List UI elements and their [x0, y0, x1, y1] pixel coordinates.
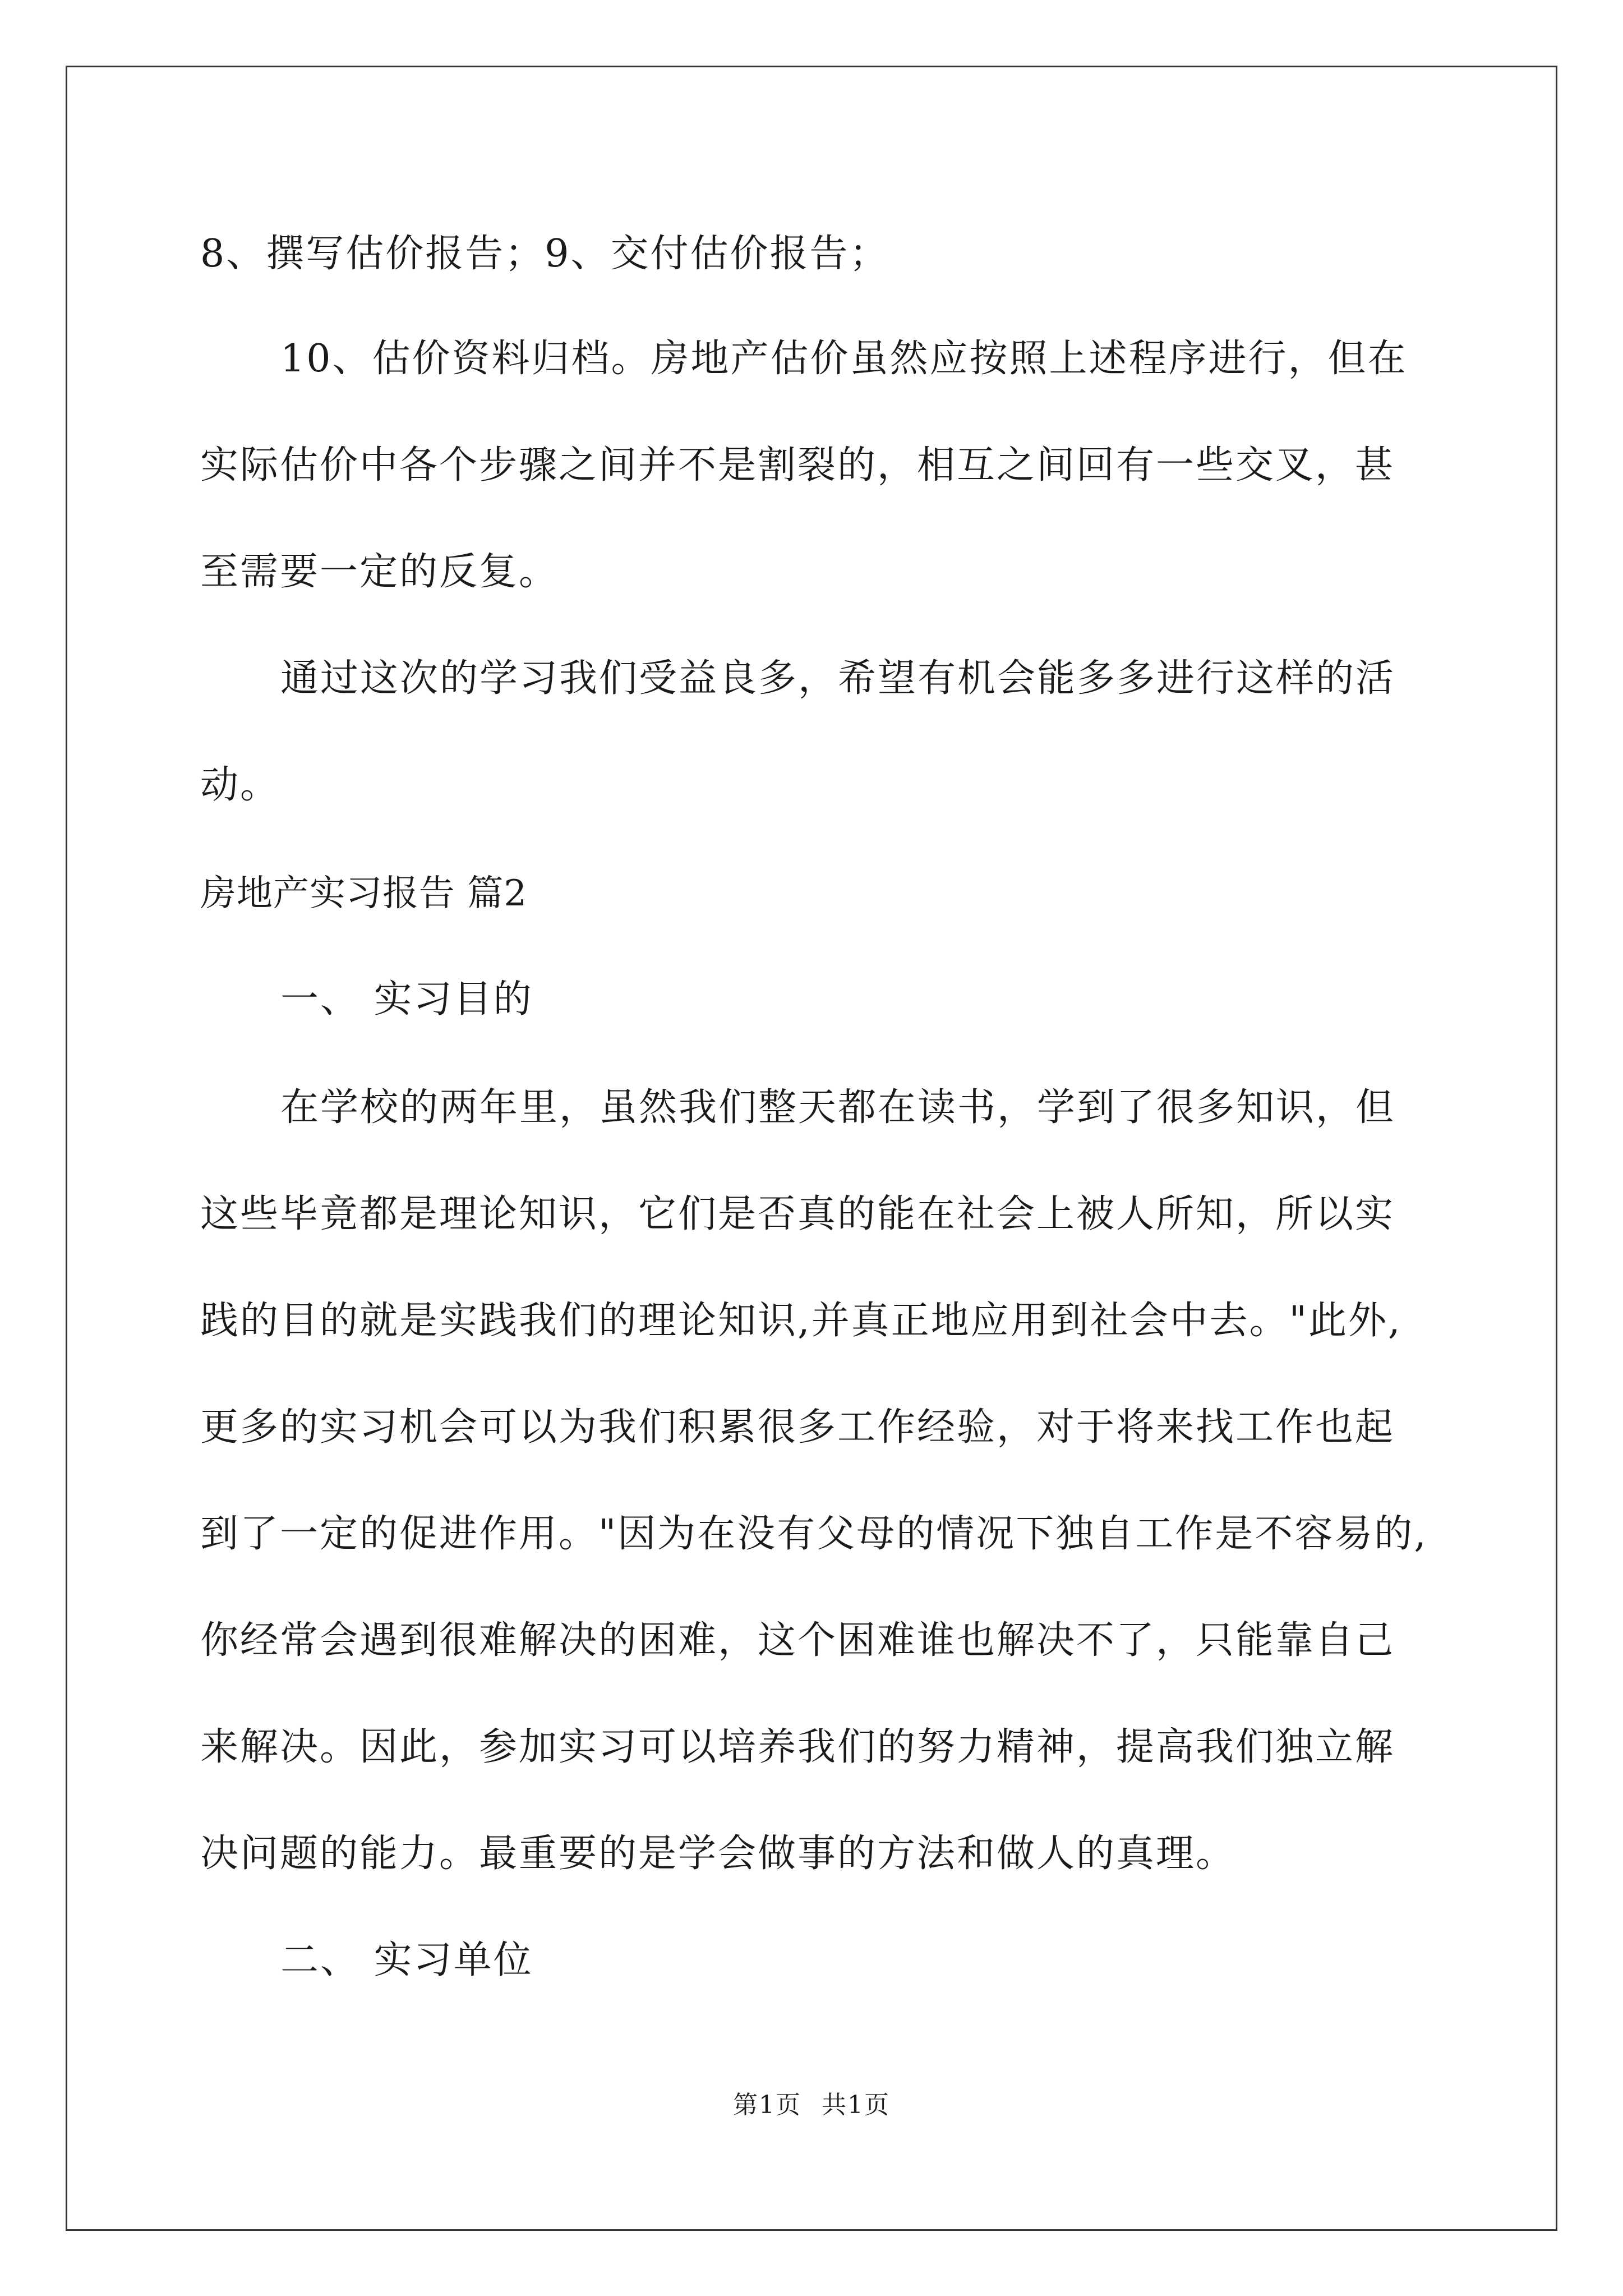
text-line-13: 来解决。因此，参加实习可以培养我们的努力精神，提高我们独立解: [200, 1725, 1395, 1769]
section-title: 房地产实习报告 篇2: [200, 873, 528, 914]
page-border: [66, 66, 1557, 2231]
page-footer: [0, 2090, 1623, 2121]
text-line-2: 10、估价资料归档。房地产估价虽然应按照上述程序进行，但在: [280, 337, 1408, 381]
text-line-6: 动。: [200, 763, 280, 807]
text-line-11: 到了一定的促进作用。"因为在没有父母的情况下独自工作是不容易的,: [200, 1512, 1428, 1556]
text-line-5: 通过这次的学习我们受益良多，希望有机会能多多进行这样的活: [280, 656, 1396, 701]
text-line-1: 8、撰写估价报告；9、交付估价报告；: [200, 232, 889, 276]
text-line-7: 在学校的两年里，虽然我们整天都在读书，学到了很多知识，但: [280, 1085, 1396, 1130]
text-line-4: 至需要一定的反复。: [200, 550, 559, 594]
text-line-14: 决问题的能力。最重要的是学会做事的方法和做人的真理。: [200, 1832, 1236, 1876]
text-line-12: 你经常会遇到很难解决的困难，这个困难谁也解决不了，只能靠自己: [200, 1618, 1395, 1663]
page-total: 共1页: [822, 2091, 890, 2119]
subsection-heading-1: 一、 实习目的: [280, 977, 533, 1022]
page-number: 第1页: [733, 2091, 801, 2119]
text-line-8: 这些毕竟都是理论知识，它们是否真的能在社会上被人所知，所以实: [200, 1192, 1395, 1236]
subsection-heading-2: 二、 实习单位: [280, 1938, 533, 1982]
text-line-9: 践的目的就是实践我们的理论知识,并真正地应用到社会中去。"此外,: [200, 1299, 1402, 1343]
text-line-3: 实际估价中各个步骤之间并不是割裂的，相互之间回有一些交叉，甚: [200, 443, 1395, 487]
text-line-10: 更多的实习机会可以为我们积累很多工作经验，对于将来找工作也起: [200, 1405, 1395, 1450]
